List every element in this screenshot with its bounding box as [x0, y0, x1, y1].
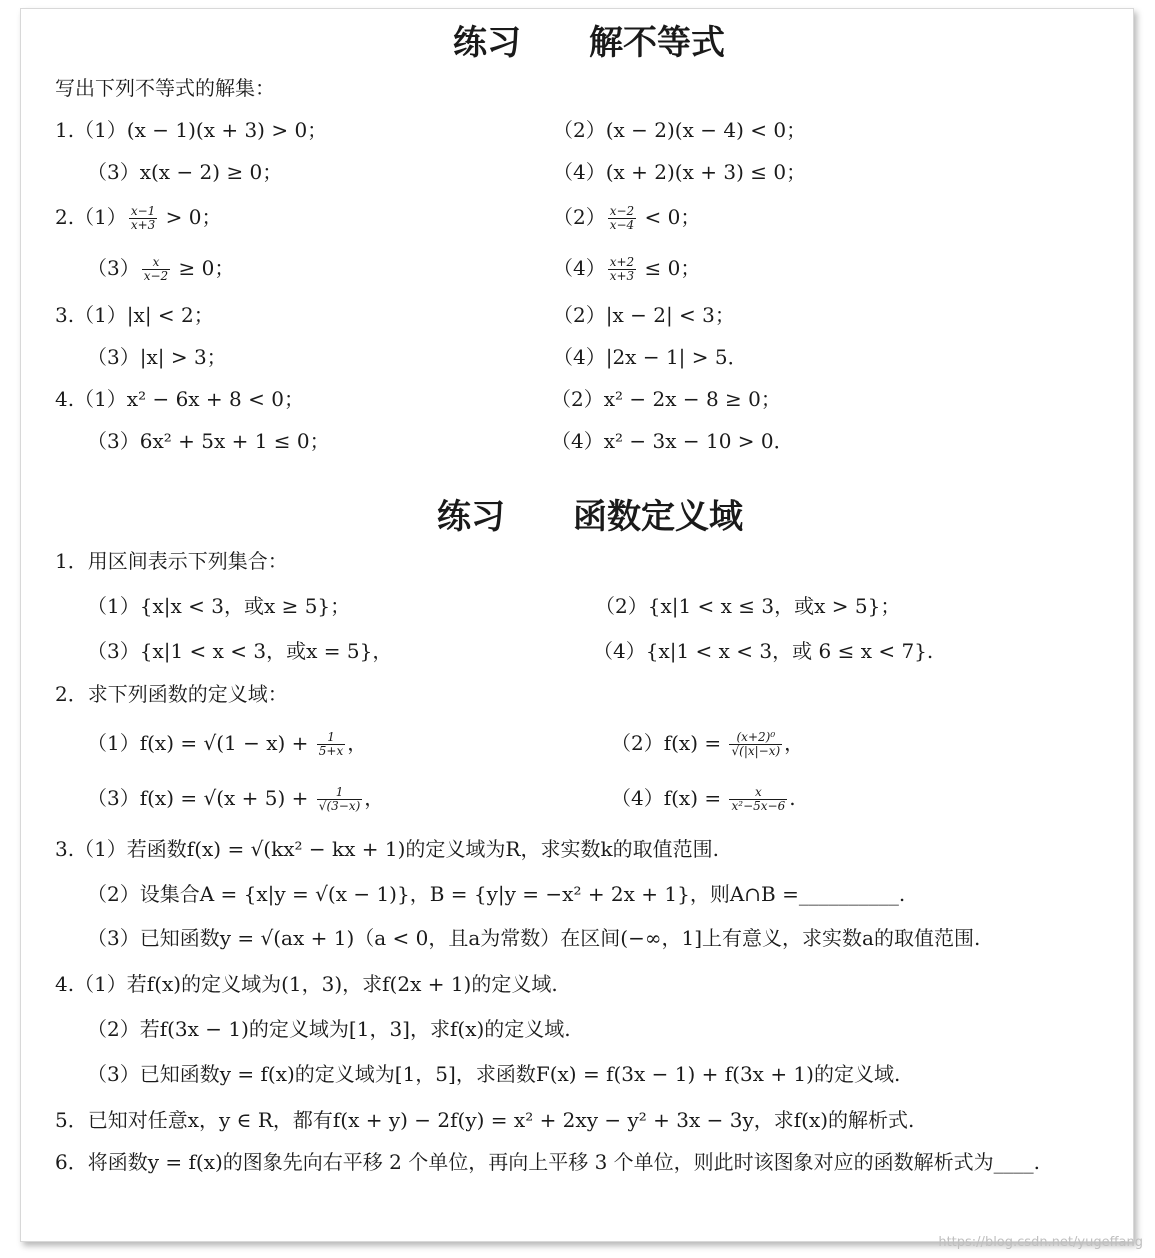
q6: 6．将函数y = f(x)的图象先向右平移 2 个单位，再向上平移 3 个单位，则此时该图象对应的函数解析式为____. — [55, 1150, 1041, 1174]
p4-row1-left: 4.（1）x² − 6x + 8 < 0； — [55, 387, 304, 411]
q2-item1-fraction — [317, 731, 345, 758]
q1-item3: （3）{x|1 < x < 3，或x = 5}， — [87, 639, 393, 663]
p2-item4-fraction — [608, 256, 636, 283]
fraction-denominator: x+3 — [130, 218, 156, 232]
fraction-numerator: 1 — [317, 731, 345, 745]
p3-row2-right: （4）|2x − 1| > 5． — [553, 345, 748, 369]
q2-item1 — [87, 731, 367, 758]
q2-item4 — [611, 786, 796, 813]
q2-item3 — [87, 786, 384, 813]
q2-item2-fraction — [729, 731, 782, 758]
p2-item1-fraction — [129, 205, 157, 232]
p4-row1-right: （2）x² − 2x − 8 ≥ 0； — [551, 387, 781, 411]
fraction-denominator: x−2 — [143, 269, 169, 283]
q3-item3: （3）已知函数y = √(ax + 1)（a < 0，且a为常数）在区间(−∞，1]上有意义，求实数a的取值范围. — [87, 926, 981, 950]
p2-item3 — [87, 256, 234, 283]
q2-item1-pre: （1）f(x) = √(1 − x) + — [87, 731, 315, 755]
fraction-numerator: (x+2)⁰ — [729, 731, 782, 745]
worksheet-page — [20, 8, 1134, 1242]
q2-item2 — [611, 731, 804, 758]
q3-item1: 3.（1）若函数f(x) = √(kx² − kx + 1)的定义域为R，求实数k的取值范围. — [55, 837, 719, 861]
q2-stem: 2．求下列函数的定义域： — [55, 682, 288, 706]
q2-item2-pre: （2）f(x) = — [611, 731, 728, 755]
q2-item2-tail: ， — [784, 731, 805, 755]
q4-item2: （2）若f(3x − 1)的定义域为[1，3]，求f(x)的定义域. — [87, 1017, 571, 1041]
q2-item3-pre: （3）f(x) = √(x + 5) + — [87, 786, 315, 810]
watermark: https://blog.csdn.net/yugeffang — [938, 1235, 1143, 1250]
q5: 5．已知对任意x，y ∈ R，都有f(x + y) − 2f(y) = x² + 2xy − y² + 3x − 3y，求f(x)的解析式. — [55, 1108, 915, 1132]
p2-item1 — [55, 205, 221, 232]
p2-item3-fraction — [142, 256, 170, 283]
p2-item1-label: 2.（1） — [55, 205, 127, 229]
p2-item2 — [553, 205, 700, 232]
p4-row2-right: （4）x² − 3x − 10 > 0． — [551, 429, 794, 453]
section1-title: 练习 解不等式 — [453, 23, 725, 63]
p2-item1-tail: > 0； — [159, 205, 222, 229]
p2-item2-tail: < 0； — [638, 205, 701, 229]
q3-item2: （2）设集合A = {x|y = √(x − 1)}，B = {y|y = −x² + 2x + 1}，则A∩B =__________. — [87, 882, 906, 906]
p1-row2-left: （3）x(x − 2) ≥ 0； — [87, 160, 283, 184]
q2-item4-fraction — [729, 786, 787, 813]
fraction-numerator: x−1 — [130, 204, 156, 218]
p1-row1-left: 1.（1）(x − 1)(x + 3) > 0； — [55, 118, 328, 142]
q1-item1: （1）{x|x < 3，或x ≥ 5}； — [87, 594, 351, 618]
q4-item1: 4.（1）若f(x)的定义域为(1，3)，求f(2x + 1)的定义域. — [55, 972, 558, 996]
fraction-denominator: √(|x|−x) — [731, 744, 781, 758]
fraction-denominator: x+3 — [609, 269, 635, 283]
q2-item3-tail: ， — [364, 786, 385, 810]
fraction-denominator: x²−5x−6 — [731, 799, 786, 813]
fraction-denominator: √(3−x) — [318, 799, 361, 813]
q1-stem: 1．用区间表示下列集合： — [55, 549, 288, 573]
p1-row2-right: （4）(x + 2)(x + 3) ≤ 0； — [553, 160, 807, 184]
p1-row1-right: （2）(x − 2)(x − 4) < 0； — [553, 118, 807, 142]
fraction-numerator: x+2 — [609, 255, 635, 269]
p3-row2-left: （3）|x| > 3； — [87, 345, 227, 369]
q2-item3-fraction — [317, 786, 362, 813]
p2-item4-tail: ≤ 0； — [638, 256, 701, 280]
fraction-numerator: x — [142, 256, 170, 270]
p3-row1-right: （2）|x − 2| < 3； — [553, 303, 735, 327]
p2-item3-label: （3） — [87, 256, 140, 280]
fraction-numerator: x−2 — [609, 204, 635, 218]
p2-item2-label: （2） — [553, 205, 606, 229]
q2-item4-pre: （4）f(x) = — [611, 786, 728, 810]
q2-item1-tail: ， — [347, 731, 368, 755]
p2-item2-fraction — [608, 205, 636, 232]
p2-item4-label: （4） — [553, 256, 606, 280]
section2-title: 练习 函数定义域 — [437, 497, 743, 537]
p4-row2-left: （3）6x² + 5x + 1 ≤ 0； — [87, 429, 330, 453]
q1-item4: （4）{x|1 < x < 3，或 6 ≤ x < 7}. — [593, 639, 934, 663]
fraction-denominator: 5+x — [318, 744, 344, 758]
q4-item3: （3）已知函数y = f(x)的定义域为[1，5]，求函数F(x) = f(3x − 1) + f(3x + 1)的定义域. — [87, 1062, 901, 1086]
section1-intro: 写出下列不等式的解集： — [55, 76, 275, 100]
p3-row1-left: 3.（1）|x| < 2； — [55, 303, 214, 327]
fraction-numerator: 1 — [317, 786, 362, 800]
fraction-numerator: x — [729, 786, 787, 800]
q1-item2: （2）{x|1 < x ≤ 3，或x > 5}； — [595, 594, 901, 618]
p2-item3-tail: ≥ 0； — [172, 256, 235, 280]
q2-item4-tail: . — [789, 786, 796, 810]
p2-item4 — [553, 256, 700, 283]
fraction-denominator: x−4 — [609, 218, 635, 232]
